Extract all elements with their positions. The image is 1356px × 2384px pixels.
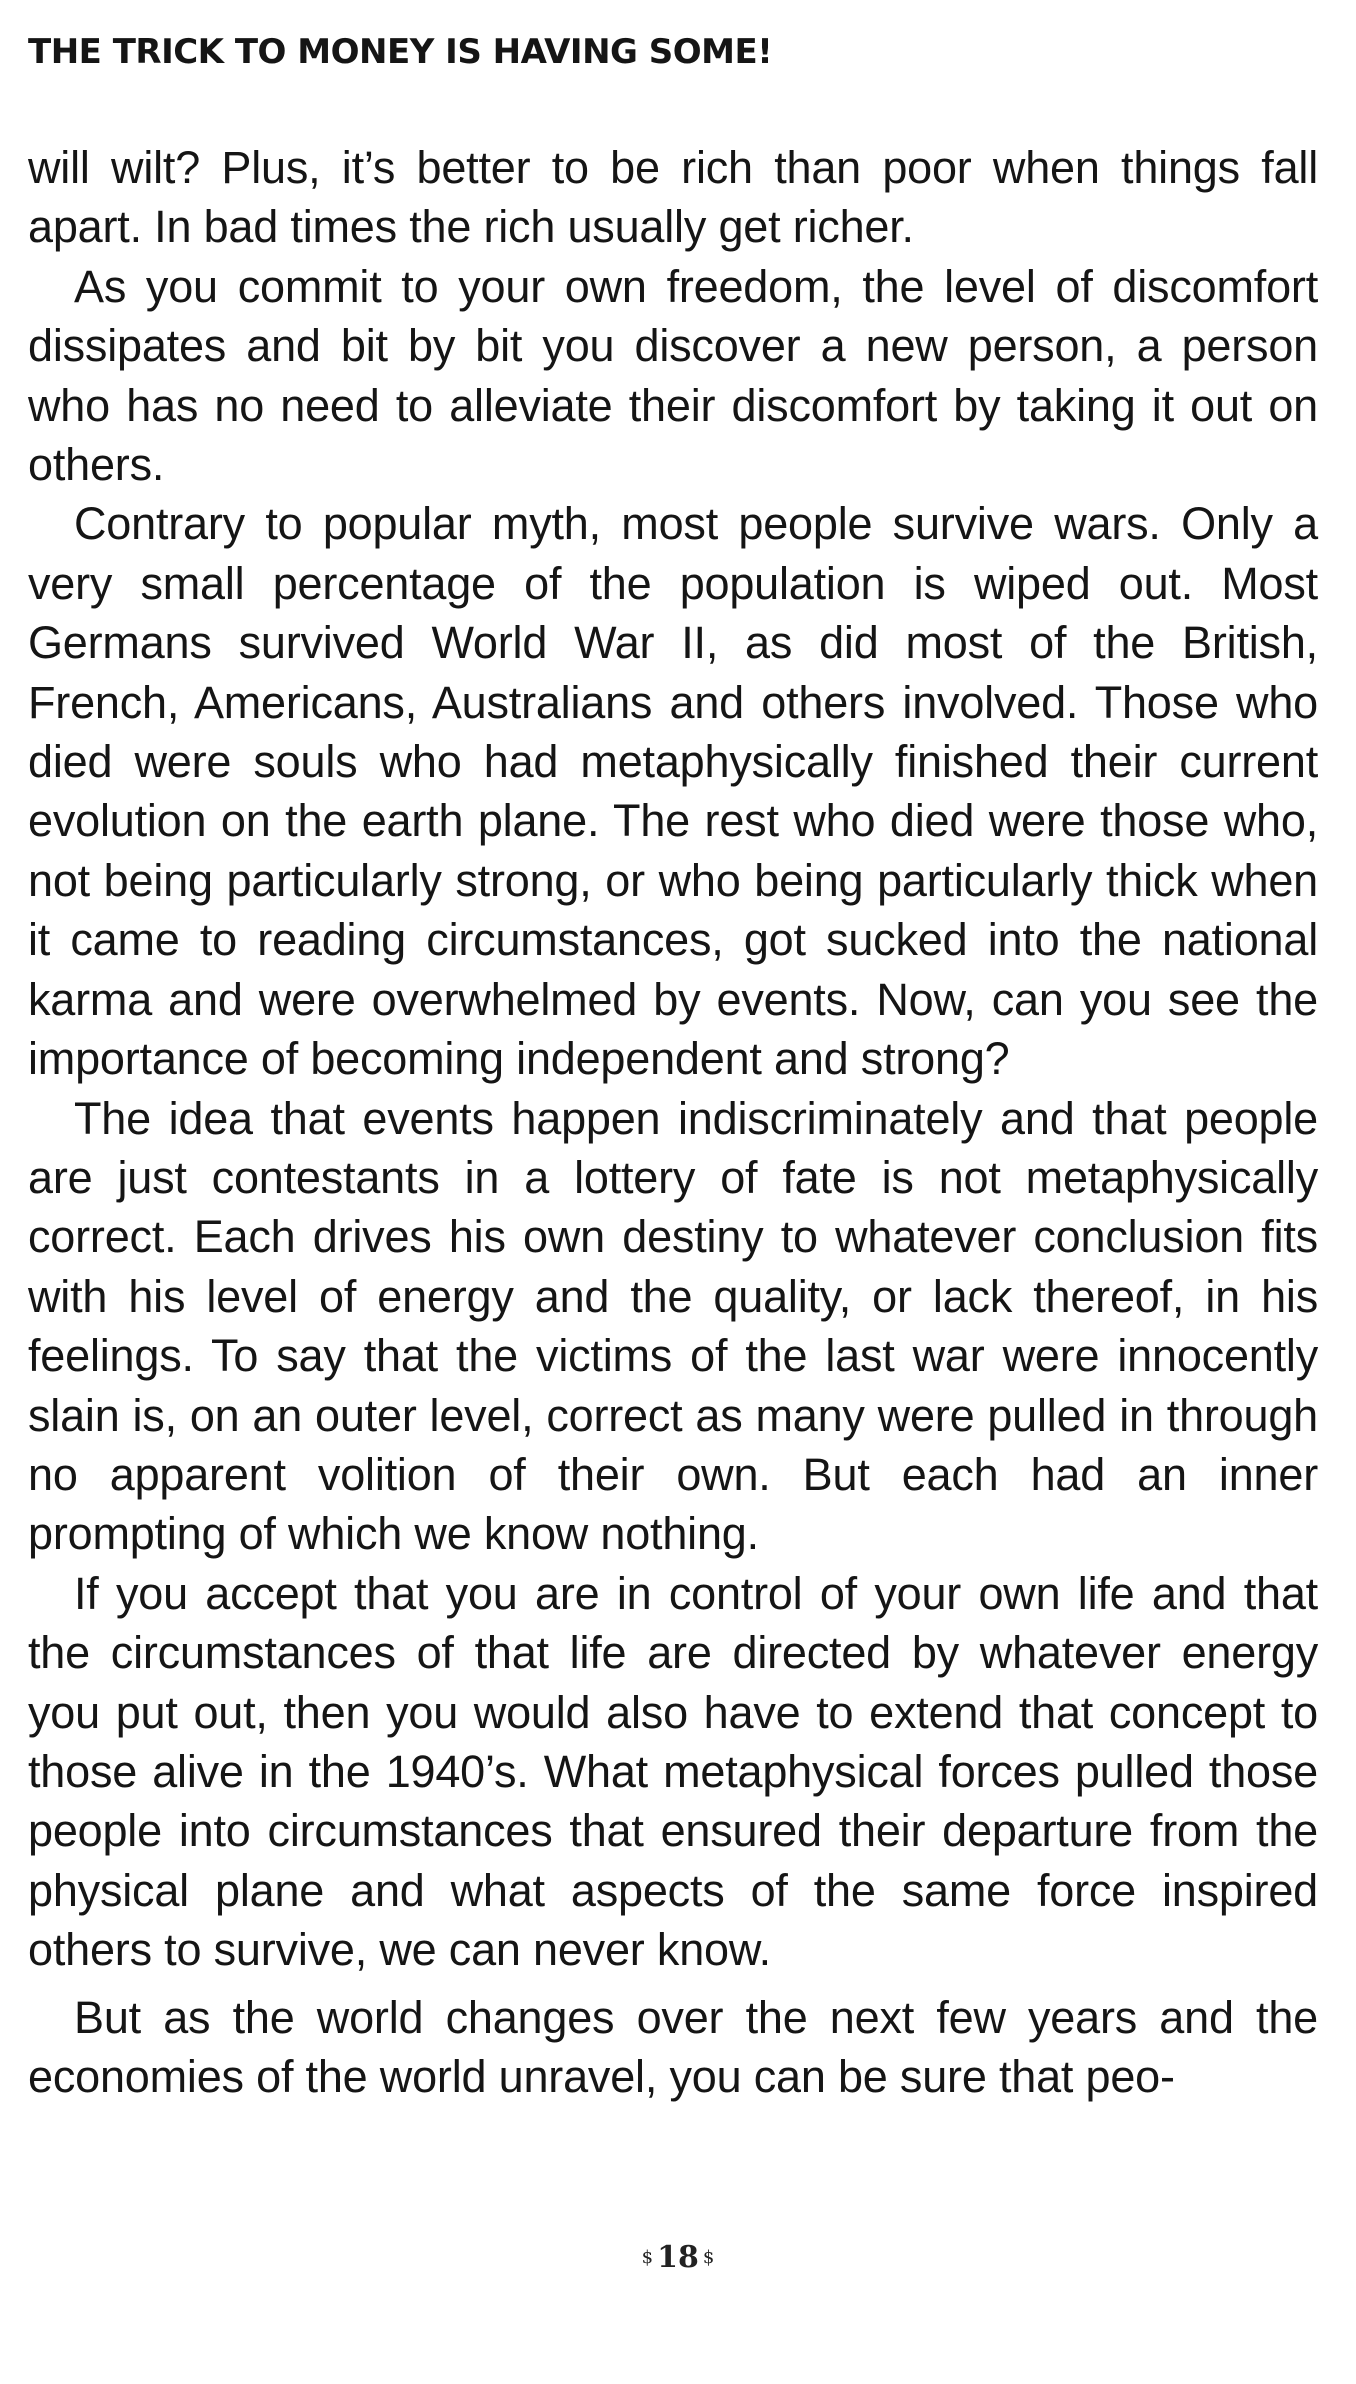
paragraph-continuation: will wilt? Plus, it’s better to be rich than poor when things fall apart. In bad times the rich usually get richer. bbox=[28, 142, 1318, 253]
body-text bbox=[28, 138, 1318, 2106]
dollar-sign-icon: $ bbox=[641, 2247, 654, 2268]
page-number-footer bbox=[0, 2240, 1356, 2275]
paragraph: The idea that events happen indiscriminately and that people are just contestants in a lottery of fate is not metaphysically correct. Each drives his own destiny to whatever conclusion fits with his level of energy and the quality, or lack thereof, in his feelings. To say that the victims of the last war were innocently slain is, on an outer level, correct as many were pulled in through no apparent volition of their own. But each had an inner prompting of which we know nothing. bbox=[28, 1092, 1318, 1560]
paragraph: Contrary to popular myth, most people survive wars. Only a very small percentage of the population is wiped out. Most Germans survived World War II, as did most of the British, French, Americans, Australians and others involved. Those who died were souls who had metaphysically finished their current evolution on the earth plane. The rest who died were those who, not being particularly strong, or who being particularly thick when it came to reading circumstances, got sucked into the national karma and were overwhelmed by events. Now, can you see the importance of becoming independent and strong? bbox=[28, 498, 1318, 1085]
running-header: THE TRICK TO MONEY IS HAVING SOME! bbox=[28, 32, 773, 72]
paragraph: If you accept that you are in control of your own life and that the circumstances of that life are directed by whatever energy you put out, then you would also have to extend that concept to those alive in the 1940’s. What metaphysical forces pulled those people into circumstances that ensured their departure from the physical plane and what aspects of the same force inspired others to survive, we can never know. bbox=[28, 1567, 1318, 1976]
page-number: 18 bbox=[657, 2240, 699, 2275]
dollar-sign-icon: $ bbox=[702, 2247, 715, 2268]
paragraph: But as the world changes over the next few years and the economies of the world unravel, you can be sure that peo- bbox=[28, 1991, 1318, 2102]
paragraph: As you commit to your own freedom, the level of discomfort dissipates and bit by bit you discover a new person, a person who has no need to alleviate their discomfort by taking it out on others. bbox=[28, 260, 1318, 491]
